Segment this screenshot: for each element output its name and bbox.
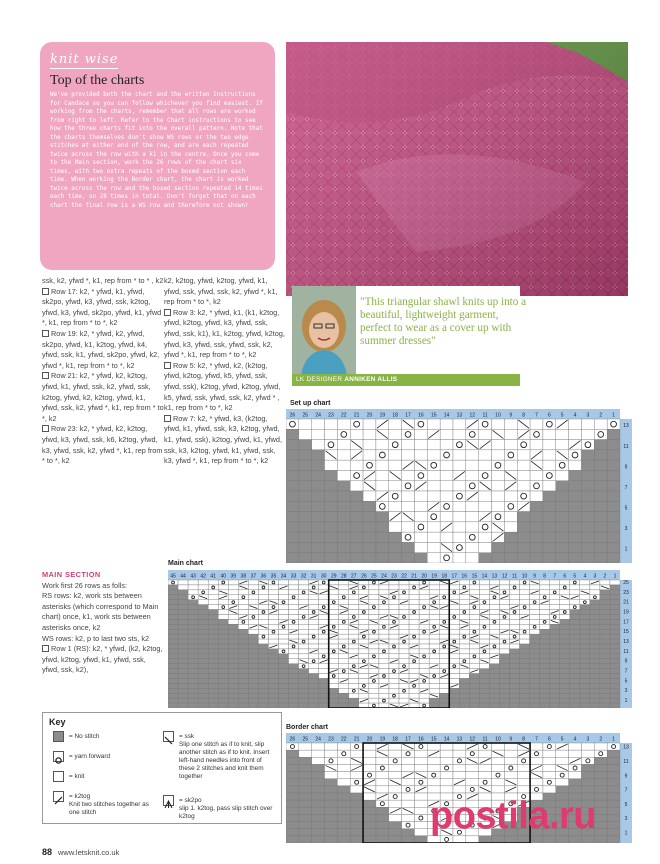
yarn-forward-icon <box>53 751 64 762</box>
border-chart-col-label: 4 <box>573 736 577 743</box>
border-chart-col-label: 19 <box>379 736 386 743</box>
checkbox[interactable] <box>42 645 49 652</box>
setup-chart-col-label: 15 <box>430 412 437 419</box>
border-chart-col-label: 17 <box>405 736 411 743</box>
border-chart-col-label: 18 <box>392 736 398 743</box>
sk2po-icon <box>163 795 174 806</box>
setup-chart-col-label: 16 <box>418 412 424 419</box>
knit-icon <box>53 771 64 782</box>
main-chart-col-label: 35 <box>270 573 277 580</box>
main-chart-col-label: 16 <box>461 573 468 580</box>
main-chart-col-label: 12 <box>501 573 508 580</box>
key-title: Key <box>49 717 66 727</box>
main-chart-col-label: 20 <box>421 573 427 580</box>
border-chart-col-label: 9 <box>509 736 513 743</box>
main-chart-col-label: 38 <box>240 573 247 580</box>
main-chart-col-label: 18 <box>441 573 448 580</box>
key-ssk: = ssk <box>179 733 195 740</box>
border-chart-col-label: 15 <box>430 736 437 743</box>
border-chart-col-label: 25 <box>302 736 309 743</box>
border-chart-row-label: 3 <box>624 816 628 823</box>
setup-chart-col-label: 12 <box>469 412 476 419</box>
main-chart-col-label: 30 <box>320 573 327 580</box>
key-yarn-forward: = yarn forward <box>69 753 111 760</box>
setup-chart-col-label: 20 <box>366 412 373 419</box>
setup-chart-col-label: 2 <box>599 412 603 419</box>
main-section-line: Work first 26 rows as folls: <box>42 580 128 590</box>
designer-portrait <box>292 286 356 384</box>
instruction-row: Row 3: k2, * yfwd, k1, (k1, k2tog, yfwd, k2tog, yfwd, k3, yfwd, ssk, yfwd, ssk, k1), k1, k2tog, yfwd, k2tog, yfwd, k3, yfwd, ssk, yfwd, ssk, k2, yfwd *, k1, rep from * to *, k2 <box>164 307 285 360</box>
pull-quote: "This triangular shawl knits up into a beautiful, lightweight garment, perfect to wear as a cover up with summer dresses" <box>360 296 527 347</box>
key-sk2po: = sk2po <box>179 797 202 804</box>
main-chart-row-label: 17 <box>623 619 629 626</box>
border-chart-title: Border chart <box>286 724 329 731</box>
key-knit: = knit <box>69 773 85 780</box>
border-chart-col-label: 11 <box>482 736 488 743</box>
instruction-row: Row 5: k2, * yfwd, k2, (k2tog, yfwd, k2tog, yfwd, k5, yfwd, ssk, yfwd, ssk), k2tog, yfwd, k2tog, yfwd, k5, yfwd, ssk, yfwd, ssk, k2, yfwd * , k1, rep from * to *, k2 <box>164 360 281 413</box>
setup-chart-row-label: 1 <box>624 546 628 553</box>
main-chart-col-label: 3 <box>593 573 597 580</box>
main-chart-col-label: 11 <box>511 573 518 580</box>
designer-name: ANNIKEN ALLIS <box>344 376 398 383</box>
main-chart-col-label: 33 <box>290 573 297 580</box>
instruction-row: k2, k2tog, yfwd, k2tog, yfwd, k1, yfwd, ssk, yfwd, ssk, k2, yfwd *, k1, rep from * to *, k2 <box>164 276 278 307</box>
key-k2tog-desc: Knit two stitches together as one stitch <box>69 801 149 816</box>
main-chart-col-label: 28 <box>340 573 347 580</box>
designer-role: LK DESIGNER <box>296 376 343 383</box>
main-section-heading: MAIN SECTION <box>42 570 101 579</box>
main-chart-row-label: 7 <box>624 668 628 675</box>
main-chart-col-label: 15 <box>471 573 478 580</box>
border-chart-col-label: 8 <box>522 736 526 743</box>
setup-chart-row-label: 5 <box>624 505 628 512</box>
border-chart-row-label: 1 <box>624 830 628 837</box>
setup-chart-col-label: 11 <box>482 412 488 419</box>
setup-chart-col-label: 14 <box>443 412 450 419</box>
main-chart-row-label: 23 <box>623 589 629 596</box>
border-chart-col-label: 5 <box>560 736 564 743</box>
no-stitch-icon <box>53 731 64 742</box>
instruction-row: Row 1 (RS): k2, * yfwd, (k2, k2tog, yfwd, k2tog, yfwd, k1, yfwd, ssk, yfwd, ssk, k2), <box>42 644 163 675</box>
designer-credit <box>292 374 520 386</box>
setup-chart-row-label: 9 <box>624 464 628 471</box>
setup-chart-row-label: 7 <box>624 484 628 491</box>
main-chart-row-label: 13 <box>623 639 629 646</box>
border-chart-col-label: 1 <box>612 736 615 743</box>
border-chart-row-label: 9 <box>624 773 628 780</box>
main-chart-row-label: 3 <box>624 688 628 695</box>
border-chart-col-label: 16 <box>418 736 424 743</box>
border-chart-col-label: 22 <box>341 736 347 743</box>
page-footer <box>42 847 119 857</box>
instruction-row: Row 17: k2, * yfwd, k1, yfwd, sk2po, yfwd, k3, yfwd, ssk, k2tog, yfwd, k3, yfwd, sk2po, yfwd, k1, yfwd *, k1, rep from * to *, k2 <box>42 286 162 328</box>
border-chart-col-label: 6 <box>547 736 551 743</box>
key-ssk-desc: Slip one stitch as if to knit, slip another stitch as if to knit. Insert left-hand needles into front of these 2 stitches and knit them together <box>179 741 270 780</box>
main-chart-col-label: 21 <box>411 573 417 580</box>
setup-chart-col-label: 17 <box>405 412 411 419</box>
checkbox[interactable] <box>42 330 49 337</box>
main-section-line: RS rows: k2, work sts between asterisks (which correspond to Main chart) once, k1, work sts between asterisks once, k2 <box>42 591 159 632</box>
checkbox[interactable] <box>42 425 49 432</box>
setup-chart-col-label: 10 <box>495 412 501 419</box>
main-chart-col-label: 32 <box>300 573 307 580</box>
page-number: 88 <box>42 847 53 857</box>
main-chart-col-label: 23 <box>391 573 397 580</box>
main-chart-col-label: 13 <box>491 573 498 580</box>
setup-chart-col-label: 26 <box>289 412 296 419</box>
border-chart-col-label: 24 <box>315 736 321 743</box>
checkbox[interactable] <box>164 362 171 369</box>
main-section-text <box>42 570 164 676</box>
main-chart-col-label: 36 <box>260 573 267 580</box>
border-chart-col-label: 7 <box>535 736 538 743</box>
key-box <box>42 712 282 824</box>
watermark: postila.ru <box>430 795 597 837</box>
tip-kicker: knit wise <box>50 52 119 67</box>
instruction-row: Row 23: k2, * yfwd, k2, k2tog, yfwd, k3, yfwd, ssk, k6, k2tog, yfwd, k3, yfwd, ssk, k2, yfwd *, k1, rep from * to *, k2 <box>42 424 163 466</box>
tip-box <box>40 42 275 270</box>
setup-chart <box>286 409 632 563</box>
site-url: www.letsknit.co.uk <box>58 848 120 857</box>
tip-body: We've provided both the chart and the written instructions for Candace so you can follow whichever you find easiest. If working from the charts, remember that all rows are worked from right to left. Refer to the Chart instructions to see how the three charts fit into the overall pattern. Note that the charts themselves don't show WS rows or the two edge stitches at either end of the row, and are each repeated twice across the row with a k1 in the centre. Once you come to the Main section, work the 26 rows of the chart six times, with two extra repeats of the boxed section each time. When working the Border chart, the chart is worked twice across the row and the boxed section repeated 14 times each time, so 28 times in total. Don't forget that on each chart the final row is a WS row and therefore not shown! <box>50 92 263 209</box>
tip-title: Top of the charts <box>50 73 145 88</box>
main-chart-col-label: 45 <box>170 573 176 580</box>
setup-chart-col-label: 3 <box>586 412 590 419</box>
main-chart <box>168 570 632 708</box>
checkbox[interactable] <box>42 372 49 379</box>
main-chart-row-label: 25 <box>623 579 629 586</box>
setup-chart-title: Set up chart <box>290 400 331 407</box>
setup-chart-col-label: 25 <box>302 412 309 419</box>
instruction-row: ssk, k2, yfwd *, k1, rep from * to * , k2 <box>42 276 164 285</box>
border-chart-col-label: 26 <box>289 736 296 743</box>
main-chart-row-label: 15 <box>623 629 629 636</box>
checkbox[interactable] <box>164 309 171 316</box>
setup-chart-col-label: 22 <box>341 412 347 419</box>
instructions-column-2 <box>164 276 286 467</box>
setup-chart-col-label: 23 <box>328 412 334 419</box>
main-chart-col-label: 8 <box>543 573 547 580</box>
main-chart-row-label: 1 <box>624 698 628 705</box>
border-chart-row-label: 13 <box>623 744 629 751</box>
main-chart-col-label: 37 <box>250 573 257 580</box>
k2tog-icon <box>53 791 64 802</box>
main-chart-col-label: 42 <box>200 573 206 580</box>
main-chart-col-label: 44 <box>180 573 186 580</box>
instruction-row: Row 19: k2, * yfwd, k2, yfwd, sk2po, yfwd, k1, k2tog, yfwd, k4, yfwd, ssk, k1, yfwd, sk2po, yfwd, k2, yfwd *, k1, rep from * to *, k2 <box>42 328 160 370</box>
main-chart-col-label: 31 <box>310 573 317 580</box>
setup-chart-col-label: 1 <box>612 412 615 419</box>
checkbox[interactable] <box>42 288 49 295</box>
setup-chart-col-label: 5 <box>560 412 564 419</box>
setup-chart-col-label: 21 <box>353 412 360 419</box>
main-chart-col-label: 5 <box>573 573 577 580</box>
main-chart-col-label: 27 <box>351 573 357 580</box>
main-chart-col-label: 40 <box>220 573 227 580</box>
main-chart-col-label: 19 <box>431 573 437 580</box>
ssk-icon <box>163 731 174 742</box>
main-chart-col-label: 39 <box>230 573 237 580</box>
setup-chart-col-label: 9 <box>509 412 513 419</box>
main-chart-col-label: 1 <box>613 573 617 580</box>
main-chart-col-label: 41 <box>210 573 216 580</box>
main-chart-col-label: 4 <box>583 573 587 580</box>
main-chart-col-label: 10 <box>521 573 528 580</box>
main-chart-col-label: 24 <box>381 573 387 580</box>
border-chart-col-label: 21 <box>353 736 360 743</box>
main-chart-row-label: 11 <box>623 648 629 655</box>
key-sk2po-desc: slip 1. k2tog, pass slip stitch over k2tog <box>179 805 273 820</box>
instruction-row: Row 21: k2, * yfwd, k2, k2tog, yfwd, k1, yfwd, ssk, k2, yfwd, ssk, k2tog, yfwd, k2, k2tog, yfwd, k1, yfwd, ssk, k2, yfwd *, k1, rep from * to *, k2 <box>42 371 164 423</box>
key-no-stitch: = No stitch <box>69 733 100 740</box>
border-chart-col-label: 2 <box>599 736 603 743</box>
main-chart-col-label: 29 <box>330 573 337 580</box>
setup-chart-col-label: 6 <box>547 412 551 419</box>
instruction-row: Row 7: k2, * yfwd, k3, (k2tog, yfwd, k1, yfwd, ssk, k3, k2tog, yfwd, k1, yfwd, ssk), k2tog, yfwd, k1, yfwd, ssk, k3, k2tog, yfwd, k1, yfwd, ssk, k3, yfwd *, k1, rep from * to *, k2 <box>164 413 283 466</box>
setup-chart-col-label: 19 <box>379 412 386 419</box>
border-chart-col-label: 23 <box>328 736 334 743</box>
setup-chart-col-label: 24 <box>315 412 321 419</box>
main-chart-col-label: 9 <box>533 573 537 580</box>
main-chart-col-label: 34 <box>280 573 287 580</box>
setup-chart-col-label: 7 <box>535 412 538 419</box>
key-k2tog: = k2tog <box>69 793 91 800</box>
main-section-line: WS rows: k2, p to last two sts, k2 <box>42 633 150 643</box>
setup-chart-col-label: 18 <box>392 412 398 419</box>
main-chart-col-label: 26 <box>361 573 367 580</box>
main-chart-row-label: 19 <box>623 609 629 616</box>
main-chart-col-label: 25 <box>371 573 377 580</box>
main-chart-col-label: 43 <box>190 573 196 580</box>
border-chart-col-label: 13 <box>456 736 463 743</box>
setup-chart-col-label: 4 <box>573 412 577 419</box>
setup-chart-col-label: 8 <box>522 412 526 419</box>
border-chart-col-label: 14 <box>443 736 450 743</box>
border-chart-col-label: 20 <box>366 736 373 743</box>
shawl-photo <box>286 42 628 296</box>
main-chart-col-label: 7 <box>553 573 557 580</box>
setup-chart-row-label: 3 <box>624 526 628 533</box>
border-chart-col-label: 12 <box>469 736 476 743</box>
main-chart-col-label: 17 <box>451 573 458 580</box>
main-chart-title: Main chart <box>168 560 204 567</box>
main-chart-col-label: 6 <box>563 573 567 580</box>
border-chart-row-label: 7 <box>624 787 628 794</box>
main-chart-row-label: 21 <box>623 599 629 606</box>
border-chart-col-label: 10 <box>495 736 501 743</box>
border-chart-col-label: 3 <box>586 736 590 743</box>
setup-chart-col-label: 13 <box>456 412 463 419</box>
main-chart-col-label: 2 <box>603 573 607 580</box>
setup-chart-row-label: 11 <box>623 443 629 450</box>
setup-chart-row-label: 13 <box>623 423 629 430</box>
main-chart-row-label: 9 <box>624 658 628 665</box>
main-chart-col-label: 14 <box>481 573 488 580</box>
main-chart-col-label: 22 <box>401 573 407 580</box>
instructions-column-1 <box>42 276 164 467</box>
checkbox[interactable] <box>164 415 171 422</box>
main-chart-row-label: 5 <box>624 678 628 685</box>
border-chart-row-label: 11 <box>623 759 629 765</box>
border-chart-row-label: 5 <box>624 801 628 808</box>
